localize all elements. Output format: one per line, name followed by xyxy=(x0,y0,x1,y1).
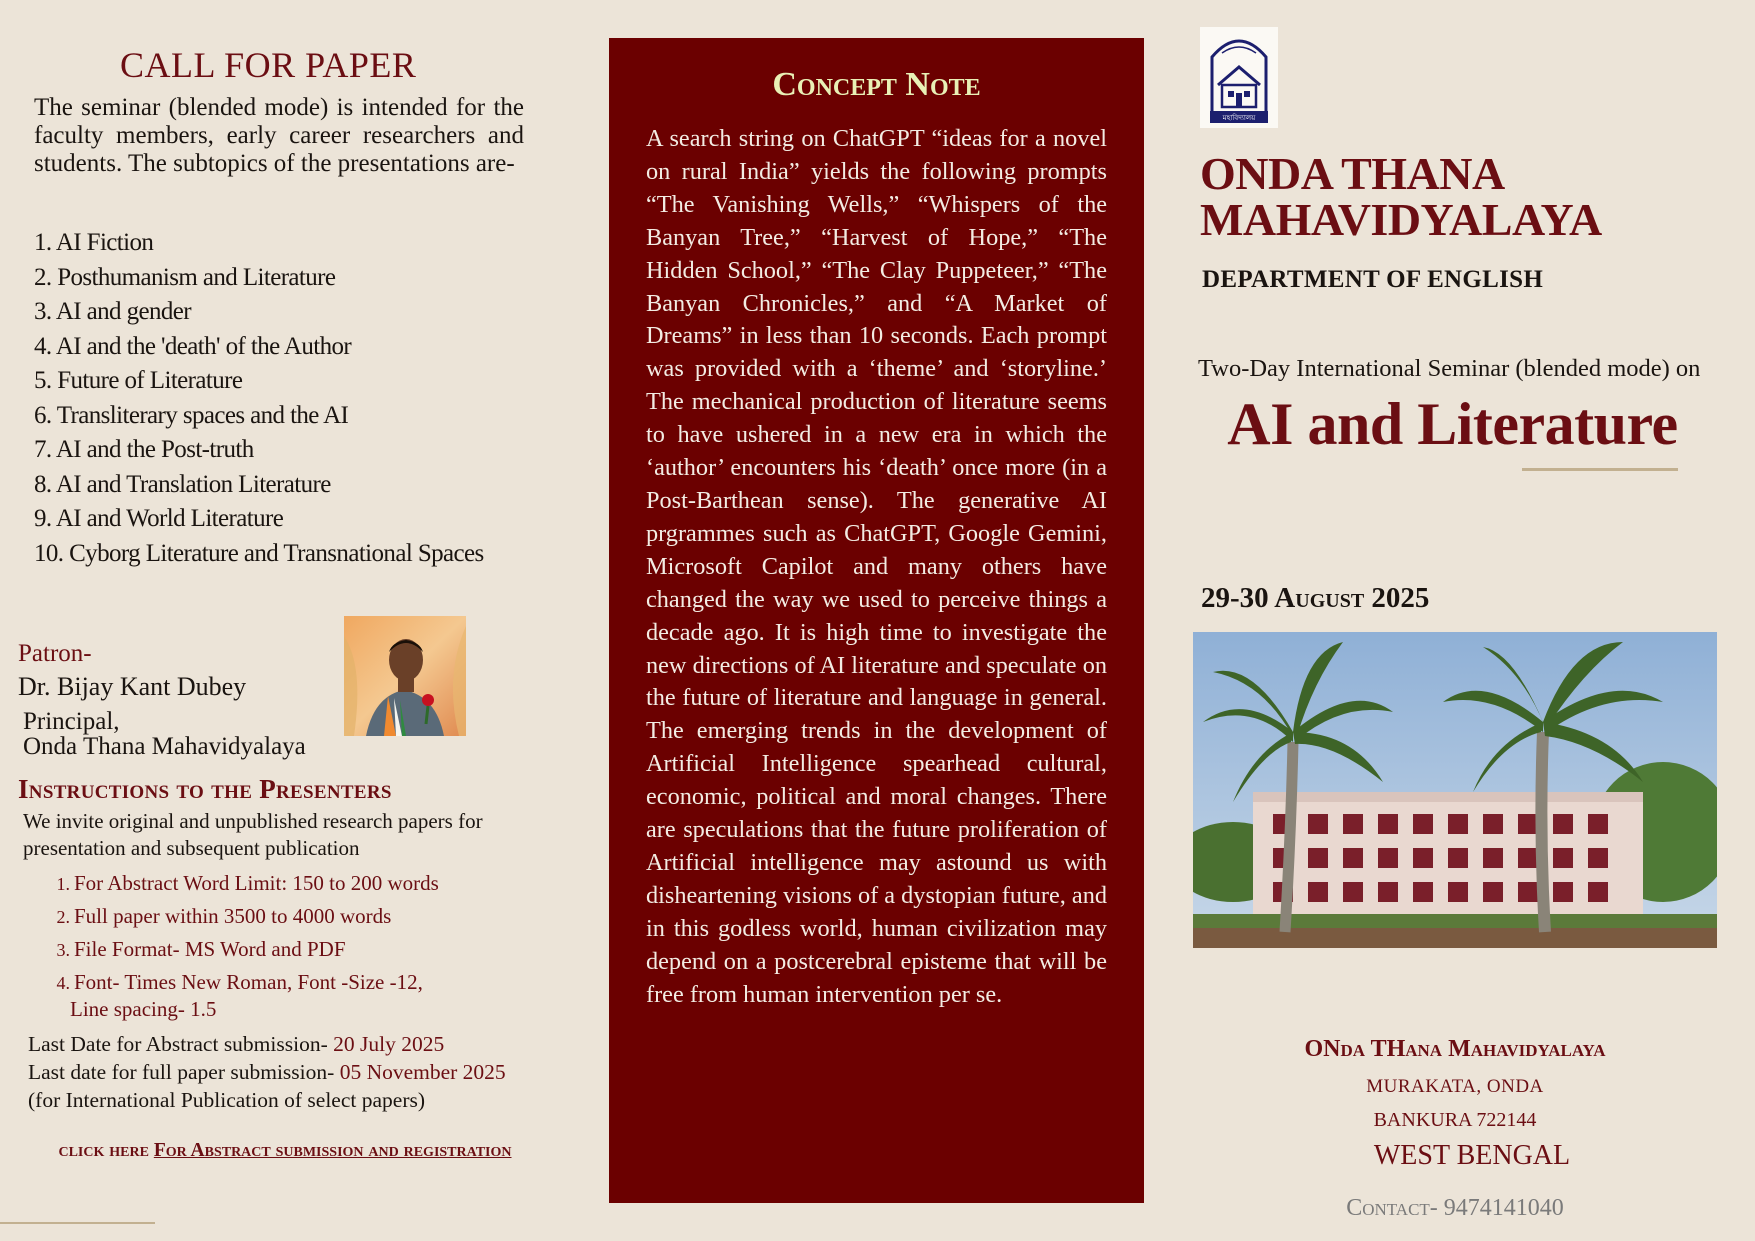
patron-role: Principal, xyxy=(23,708,120,735)
list-item xyxy=(46,933,439,966)
call-for-paper-title: CALL FOR PAPER xyxy=(120,45,417,85)
address-state: WEST BENGAL xyxy=(1373,1140,1571,1171)
seminar-type: Two-Day International Seminar (blended mode) on xyxy=(1198,355,1701,382)
deadline-value: 20 July 2025 xyxy=(333,1032,445,1056)
list-number: 3. xyxy=(56,940,70,960)
list-item: 2. Posthumanism and Literature xyxy=(34,263,336,291)
list-item: 10. Cyborg Literature and Transnational Spaces xyxy=(34,539,484,567)
list-number: 1. xyxy=(56,874,70,894)
registration-row xyxy=(40,1134,530,1167)
list-item: 1. AI Fiction xyxy=(34,229,154,256)
contact-number: Contact- 9474141040 xyxy=(1346,1195,1564,1221)
list-item: 8. AI and Translation Literature xyxy=(34,470,331,498)
instructions-list xyxy=(46,867,439,999)
deadline-label: Last Date for Abstract submission- xyxy=(28,1032,334,1056)
call-for-paper-intro: The seminar (blended mode) is intended for the faculty members, early career researchers and students. The subtopics of the presentations are- xyxy=(34,94,524,177)
patron-photo xyxy=(344,616,466,736)
college-name: ONDA THANA MAHAVIDYALAYA xyxy=(1200,148,1602,245)
deadline-value: 05 November 2025 xyxy=(339,1060,506,1084)
address-line-2: BANKURA 722144 xyxy=(1373,1109,1537,1131)
instructions-title: Instructions to the Presenters xyxy=(18,774,392,804)
list-item: 5. Future of Literature xyxy=(34,367,243,394)
list-number: 4. xyxy=(56,973,70,993)
list-item: 4. AI and the 'death' of the Author xyxy=(34,332,352,360)
full-paper-deadline xyxy=(28,1060,506,1085)
instructions-item-continuation: Line spacing- 1.5 xyxy=(70,997,217,1021)
click-here-label: click here xyxy=(58,1140,154,1161)
list-text: Full paper within 3500 to 4000 words xyxy=(74,904,392,928)
list-text: Font- Times New Roman, Font -Size -12, xyxy=(74,970,423,994)
patron-name: Dr. Bijay Kant Dubey xyxy=(18,672,247,701)
address-line-1: MURAKATA, ONDA xyxy=(1366,1076,1544,1097)
instructions-intro: We invite original and unpublished research papers for presentation and subsequent publication xyxy=(23,809,483,860)
seminar-title: AI and Literature xyxy=(1227,391,1678,457)
list-item: 9. AI and World Literature xyxy=(34,505,284,532)
campus-photo xyxy=(1193,632,1717,948)
concept-note-body: A search string on ChatGPT “ideas for a novel on rural India” yields the following prompts “The Vanishing Wells,” “Whispers of the Banyan Tree,” “Harvest of Hope,” “The Hidden School,” “The Clay Puppeteer,” “The Banyan Chronicles,” and “A Market of Dreams” in less than 10 seconds. Each prompt was provided with a ‘theme’ and ‘storyline.’ The mechanical production of literature seems to have ushered in a new era in which the ‘author’ encounters his ‘death’ once more (in a Post-Barthean sense). The generative AI prgrammes such as ChatGPT, Google Gemini, Microsoft Capilot and many others have changed the way we used to perceive things a decade ago. It is high time to investigate the new directions of AI literature and speculate on the future of literature and language in general. The emerging trends in the development of Artificial Intelligence spearhead cultural, economic, political and moral changes. There are speculations that the future proliferation of Artificial intelligence may astound us with disheartening visions of a dystopian future, and in this godless world, human civilization may depend on a postcerebral episteme that will be free from human intervention per se. xyxy=(646,125,1107,1008)
abstract-deadline xyxy=(28,1032,444,1057)
divider xyxy=(0,1222,155,1224)
department-name: DEPARTMENT OF ENGLISH xyxy=(1202,266,1544,293)
logo-text: মহাবিদ্যালয় xyxy=(1222,114,1256,122)
publication-note: (for International Publication of select papers) xyxy=(28,1088,426,1112)
seminar-date: 29-30 August 2025 xyxy=(1201,582,1430,614)
list-text: File Format- MS Word and PDF xyxy=(74,937,346,961)
patron-institution: Onda Thana Mahavidyalaya xyxy=(23,733,306,760)
list-item xyxy=(46,966,439,999)
list-item xyxy=(46,867,439,900)
deadline-label: Last date for full paper submission- xyxy=(28,1060,340,1084)
list-item: 6. Transliterary spaces and the AI xyxy=(34,401,349,429)
concept-note-title: Concept Note xyxy=(772,66,981,103)
list-item: 7. AI and the Post-truth xyxy=(34,436,254,463)
patron-label: Patron- xyxy=(18,640,92,667)
list-item: 3. AI and gender xyxy=(34,298,192,325)
address-college-name: ONda THana Mahavidyalaya xyxy=(1304,1036,1606,1062)
college-logo xyxy=(1200,27,1278,128)
title-underline xyxy=(1522,468,1678,471)
subtopics-list xyxy=(34,226,484,571)
list-item xyxy=(46,900,439,933)
list-text: For Abstract Word Limit: 150 to 200 words xyxy=(74,871,439,895)
abstract-registration-link[interactable]: For Abstract submission and registration xyxy=(153,1140,512,1161)
list-number: 2. xyxy=(56,907,70,927)
